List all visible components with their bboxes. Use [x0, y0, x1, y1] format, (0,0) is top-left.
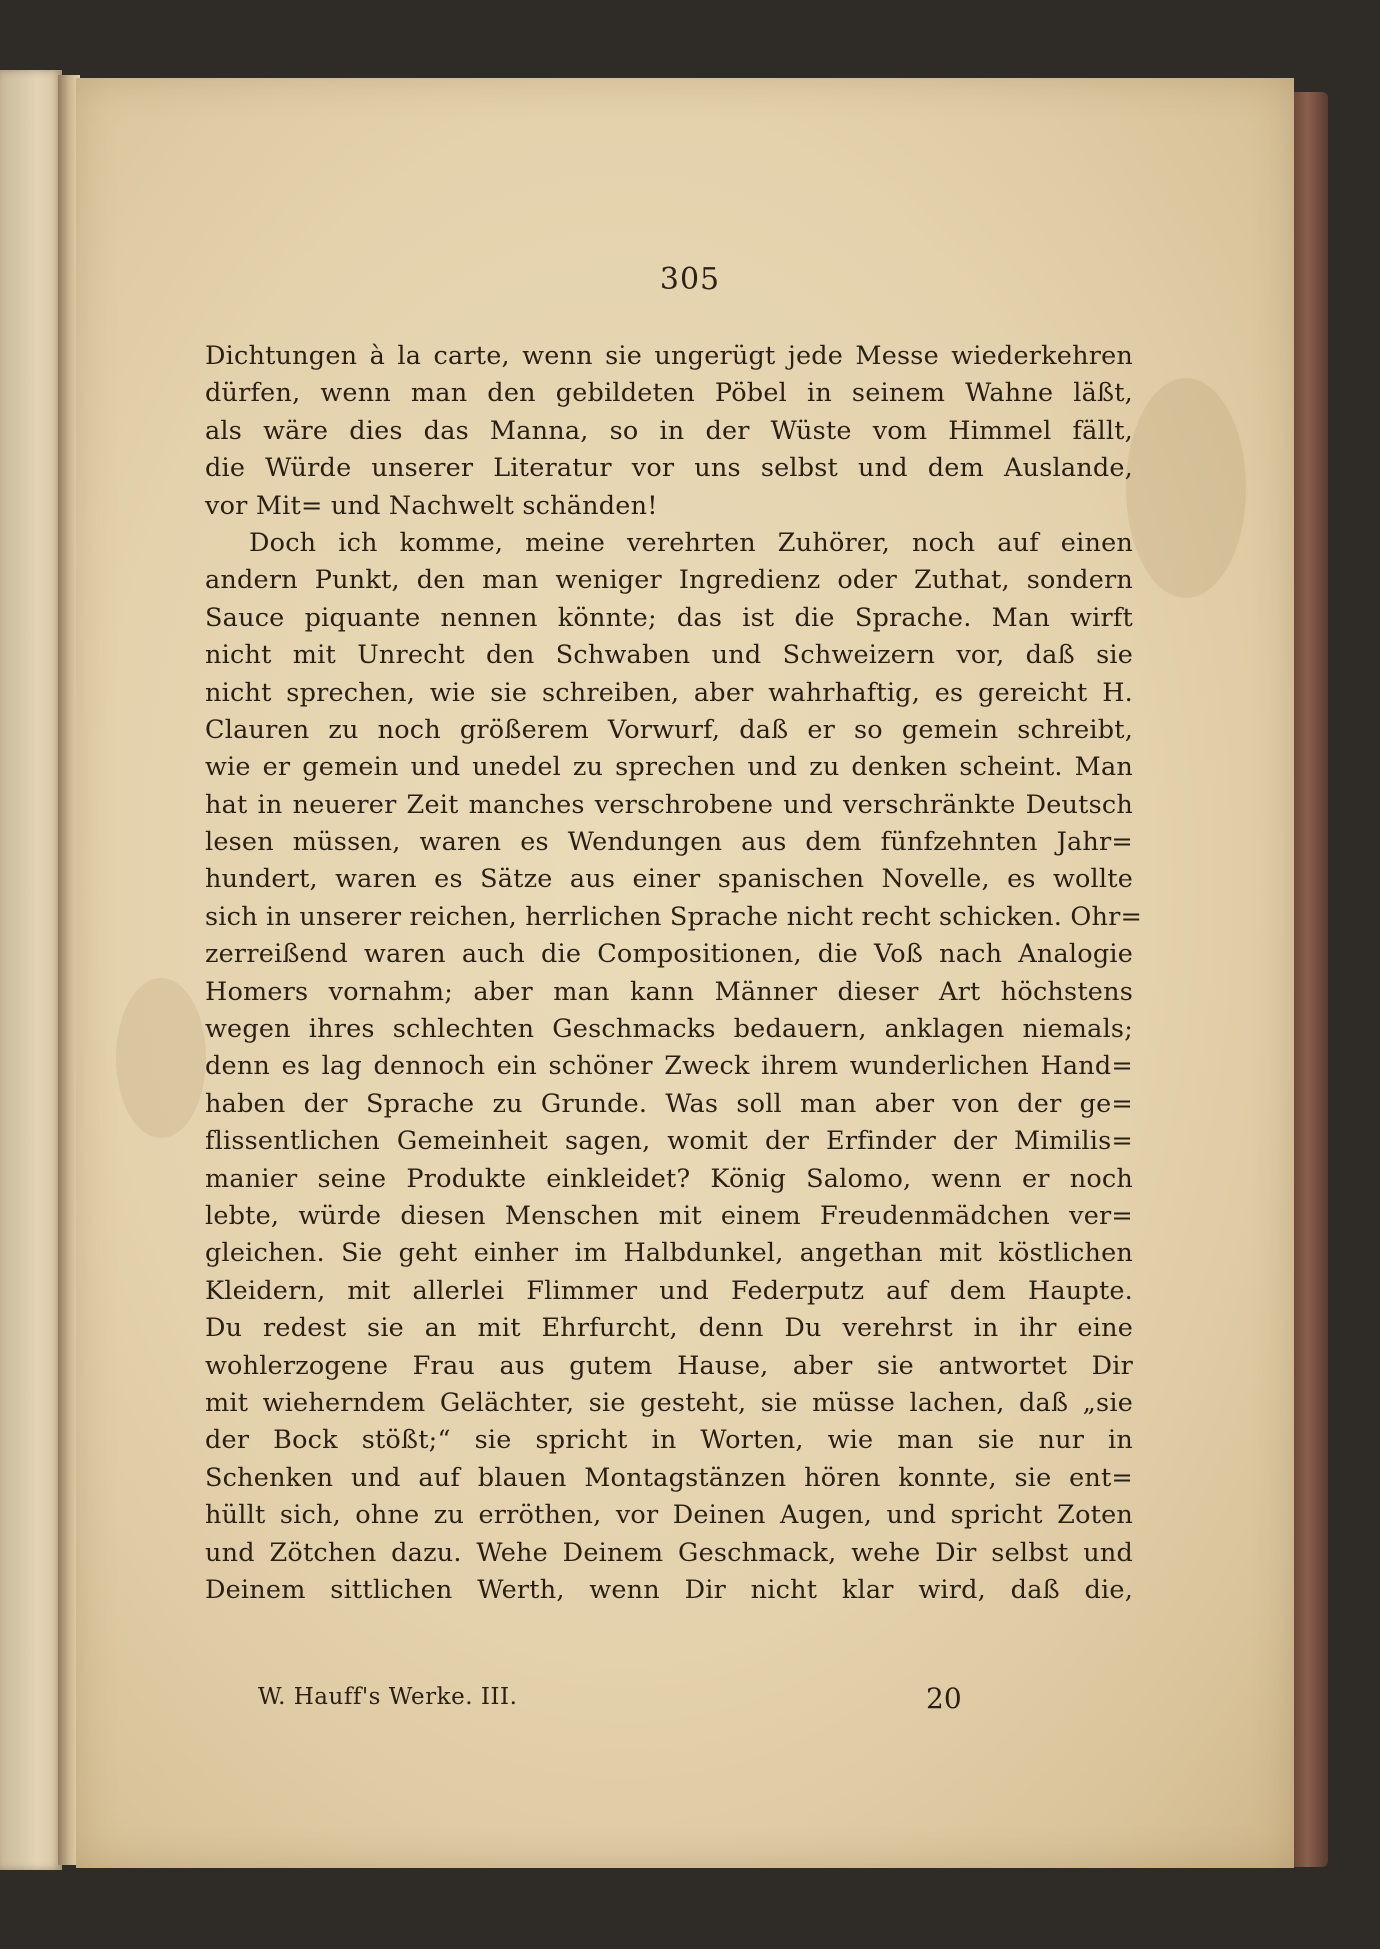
text-line: gleichen. Sie geht einher im Halbdunkel, angethan mit köstlichen	[205, 1238, 1133, 1269]
text-line: nicht sprechen, wie sie schreiben, aber wahrhaftig, es gereicht H.	[205, 677, 1133, 708]
text-line: vor Mit= und Nachwelt schänden!	[205, 490, 658, 521]
text-line: manier seine Produkte einkleidet? König Salomo, wenn er noch	[205, 1163, 1133, 1194]
text-line: wegen ihres schlechten Geschmacks bedauern, anklagen niemals;	[205, 1014, 1133, 1045]
text-line: wie er gemein und unedel zu sprechen und zu denken scheint. Man	[205, 752, 1133, 783]
previous-page-edge	[0, 70, 62, 1870]
text-line: hundert, waren es Sätze aus einer spanischen Novelle, es wollte	[205, 864, 1133, 895]
text-line: Kleidern, mit allerlei Flimmer und Federputz auf dem Haupte.	[205, 1275, 1133, 1306]
page-number: 305	[659, 262, 721, 297]
text-line: hat in neuerer Zeit manches verschrobene und verschränkte Deutsch	[205, 789, 1133, 820]
text-line: und Zötchen dazu. Wehe Deinem Geschmack, wehe Dir selbst und	[205, 1537, 1133, 1568]
text-line: der Bock stößt;“ sie spricht in Worten, wie man sie nur in	[205, 1425, 1133, 1456]
book-cover-edge	[1294, 92, 1328, 1867]
text-line: Clauren zu noch größerem Vorwurf, daß er so gemein schreibt,	[205, 714, 1133, 745]
text-line: wohlerzogene Frau aus gutem Hause, aber sie antwortet Dir	[205, 1350, 1133, 1381]
text-line: dürfen, wenn man den gebildeten Pöbel in seinem Wahne läßt,	[205, 378, 1133, 409]
text-line: Homers vornahm; aber man kann Männer dieser Art höchstens	[205, 976, 1133, 1007]
text-line: die Würde unserer Literatur vor uns selbst und dem Auslande,	[205, 453, 1133, 484]
text-line: mit wieherndem Gelächter, sie gesteht, sie müsse lachen, daß „sie	[205, 1387, 1133, 1418]
text-line: sich in unserer reichen, herrlichen Sprache nicht recht schicken. Ohr=	[205, 901, 1143, 932]
text-line: flissentlichen Gemeinheit sagen, womit der Erfinder der Mimilis=	[205, 1126, 1133, 1157]
text-line: Dichtungen à la carte, wenn sie ungerügt jede Messe wiederkehren	[205, 341, 1133, 371]
text-line: lesen müssen, waren es Wendungen aus dem fünfzehnten Jahr=	[205, 827, 1133, 858]
text-line: denn es lag dennoch ein schöner Zweck ihrem wunderlichen Hand=	[205, 1051, 1133, 1082]
text-line: haben der Sprache zu Grunde. Was soll man aber von der ge=	[205, 1088, 1133, 1119]
body-text	[205, 338, 1143, 1609]
text-line: lebte, würde diesen Menschen mit einem Freudenmädchen ver=	[205, 1200, 1133, 1231]
text-line: Sauce piquante nennen könnte; das ist die Sprache. Man wirft	[205, 602, 1133, 633]
text-line: als wäre dies das Manna, so in der Wüste vom Himmel fällt,	[205, 415, 1133, 446]
footer-signature: W. Hauff's Werke. III.	[258, 1684, 518, 1710]
text-line: zerreißend waren auch die Compositionen, die Voß nach Analogie	[205, 939, 1133, 970]
text-line: nicht mit Unrecht den Schwaben und Schweizern vor, daß sie	[205, 640, 1133, 671]
footer-sheet-number: 20	[926, 1682, 962, 1715]
paper-stain	[116, 978, 206, 1138]
text-line: Du redest sie an mit Ehrfurcht, denn Du verehrst in ihr eine	[205, 1313, 1133, 1344]
text-line: hüllt sich, ohne zu erröthen, vor Deinen Augen, und spricht Zoten	[205, 1500, 1133, 1531]
paper-stain	[1126, 378, 1246, 598]
text-line: Deinem sittlichen Werth, wenn Dir nicht klar wird, daß die,	[205, 1574, 1133, 1605]
text-line: Schenken und auf blauen Montagstänzen hören konnte, sie ent=	[205, 1462, 1133, 1493]
text-line: Doch ich komme, meine verehrten Zuhörer, noch auf einen	[249, 527, 1133, 558]
text-line: andern Punkt, den man weniger Ingredienz oder Zuthat, sondern	[205, 565, 1133, 596]
